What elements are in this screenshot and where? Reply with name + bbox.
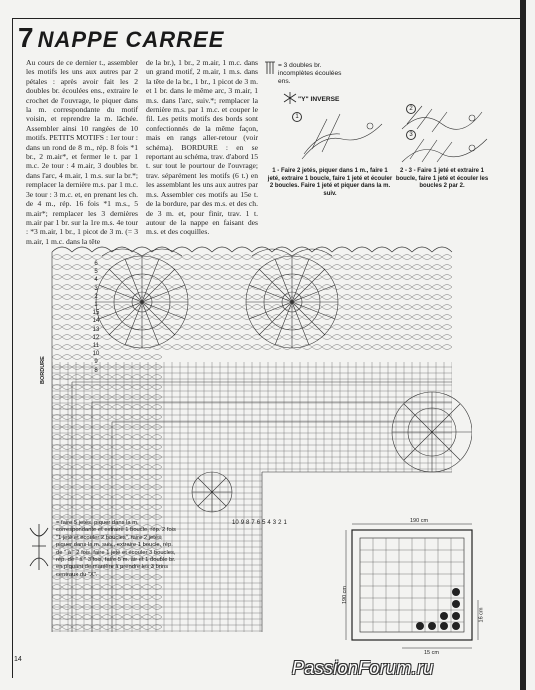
instructions-text-1: Au cours de ce dernier t., assembler les motifs les uns aux autres par 2 pétales : après avoir fait les 2 doubles br. écoulées ens., extraire le crochet de l'ouvrage, le piquer dans la m. correspondante du motif voisin, et reprendre la m. lâchée. Assembler ainsi 10 rangées de 10 motifs. PETITS MOTIFS : 1er tour : dans un rond de 8 m., rép. 8 fois *1 br., 2 m.air*, et fermer le t. par 1 m.c. 2e tour : 4 m.air, 3 doubles br. dans l'arc, 4 m.air, 1 m.s. sur la br.*; remplacer la dernière m.s. par 1 m.c. 3e tour : 3 m.c. et, en prenant les ch. de 4 m., rép. 16 fois *1 m.s., 5 m.air*; remplacer les 3 dernières m.air par 1 br. sur la 1re m.s. 4e tour : *3 m.air, 1 br., 1 picot de 3 m. (= 3 m.air, 1 m.c. dans la tête <box>26 58 138 246</box>
row-number: 8 <box>94 367 98 374</box>
row-number: 10 <box>92 351 100 358</box>
page-title <box>18 24 224 52</box>
pattern-number: 7 <box>18 22 34 53</box>
chart-row-numbers-bottom <box>232 520 287 526</box>
layout-schematic <box>342 520 512 670</box>
step-number-2: 2 <box>406 104 416 114</box>
row-number: 8 <box>246 520 250 526</box>
instructions-text-2: de la br.), 1 br., 2 m.air, 1 m.c. dans un grand motif, 2 m.air, 1 m.s. dans la tête de la br., 1 br., 1 picot de 3 m. et 1 br. dans le même arc, 3 m.air, 1 m.s. dans l'arc, suiv.*; remplacer la dernière m.s. par 1 m.c. et couper le fil. Les petits motifs des bords sont confectionnés de la même façon, mais en rangs aller-retour (voir schéma). BORDURE : en se reportant au schéma, trav. d'abord 15 t. sur tout le pourtour de l'ouvrage; trav. séparément les motifs (6 t.) en les assemblant les uns aux autres par m.s. Assembler ces motifs au 15e t. de la bordure, par des m.s. et des ch. de 3 m. et, pour finir, trav. 1 t. autour de la nappe en faisant des m.s. et des coquilles. <box>146 58 258 237</box>
row-number: 14 <box>92 318 100 325</box>
instructions-column-2 <box>146 58 258 237</box>
inverse-x-icon <box>282 92 298 104</box>
row-number: 10 <box>232 520 239 526</box>
step-number-3: 3 <box>406 130 416 140</box>
row-number: 2 <box>278 520 282 526</box>
watermark: PassionForum.ru <box>292 658 434 678</box>
dim-width: 190 cm <box>410 518 429 524</box>
dim-height: 190 cm <box>342 585 349 605</box>
x-stitch-icon <box>26 524 52 570</box>
row-number: 3 <box>94 285 98 292</box>
right-edge-bar <box>520 0 526 690</box>
row-number: 11 <box>92 343 100 350</box>
pattern-title: NAPPE CARREE <box>37 27 225 52</box>
step-number-1: 1 <box>292 112 302 122</box>
row-number: 4 <box>267 520 271 526</box>
row-number: 2 <box>94 293 98 300</box>
row-number: 9 <box>94 359 98 366</box>
dim-bottom: 15 cm <box>424 650 439 656</box>
inverse-word: INVERSE <box>310 96 340 103</box>
legend-cluster-text: = 3 doubles br. incomplètes écoulées ens. <box>278 62 342 85</box>
legend-inverse-label: "Y" INVERSE <box>298 96 340 103</box>
row-number: 6 <box>256 520 261 526</box>
instructions-column-1 <box>26 58 138 246</box>
chart-row-numbers-left <box>92 260 100 375</box>
top-border-line <box>12 18 520 19</box>
step-note-left: 1 - Faire 2 jetés, piquer dans 1 m., faire 1 jeté, extraire 1 boucle, faire 1 jeté et écouler 2 boucles. Faire 1 jeté et piquer dans la m. suiv. <box>267 168 393 197</box>
step-note-right: 2 - 3 - Faire 1 jeté et extraire 1 boucle, faire 1 jeté et écouler les boucles 2 par 2. <box>395 168 489 190</box>
triple-cluster-icon <box>264 60 276 76</box>
row-number: 5 <box>94 269 98 276</box>
row-number: 15 <box>92 310 100 317</box>
dim-side: 16 cm <box>478 607 485 623</box>
row-number: 3 <box>272 520 277 526</box>
row-number: 9 <box>240 520 245 526</box>
legend-x-stitch-text: = faire 5 jetés, piquer dans la m. correspondante et extraire 1 boucle, rép. 2 fois "1 jeté et écouler 2 boucles". faire 2 jetés, piquer dans la m. suiv., extraire 1 boucle, rép. de " à " 2 fois, faire 1 jeté et écouler 3 boucles, rép. de " à " 3 fois, faire 5 m. air et 1 double br. en piquant de manière à prendre les 3 brins centraux du "X". <box>56 520 176 578</box>
step-illustrations <box>282 104 502 166</box>
row-number: 12 <box>92 334 100 341</box>
row-number: 6 <box>94 261 98 267</box>
left-border-line <box>12 18 13 678</box>
row-number: 1 <box>94 302 98 309</box>
page-number: 14 <box>14 656 22 663</box>
row-number: 13 <box>92 326 100 333</box>
row-number: 4 <box>94 277 98 284</box>
row-number: 1 <box>283 520 287 526</box>
row-number: 5 <box>262 520 266 526</box>
row-number: 7 <box>251 520 255 526</box>
bordure-label: BORDURE <box>40 356 46 384</box>
